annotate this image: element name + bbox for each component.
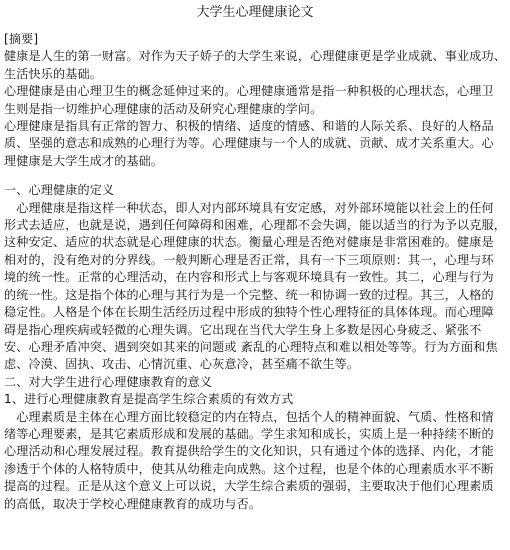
- body-line: 绪等心理要素，是其它素质形成和发展的基础。学生求知和成长，实质上是一种持续不断的: [4, 426, 494, 441]
- body-line: 的统一性。这是指个体的心理与其行为是一个完整、统一和协调一致的过程。其三，人格的: [4, 287, 494, 302]
- body-line: 稳定性。人格是个体在长期生活经历过程中形成的独特个性心理特征的具体体现。而心理障: [4, 305, 494, 320]
- body-line: 心理活动和心理发展过程。教育提供给学生的文化知识，只有通过个体的选择、内化，才能: [4, 444, 494, 459]
- paragraph-gap: [4, 170, 506, 182]
- abstract-line: 生则是指一切维护心理健康的活动及研究心理健康的学问。: [4, 101, 323, 116]
- abstract-heading: [摘要]: [4, 32, 39, 46]
- body-line: 安、心理矛盾冲突、遇到突如其来的问题或 紊乱的心理特点和难以相处等等。行为方面和焦: [4, 339, 498, 354]
- body-line: 心理素质是主体在心理方面比较稳定的内在特点，包括个人的精神面貌、气质、性格和情: [4, 409, 494, 424]
- body-line: 碍是指心理疾病或轻微的心理失调。它出现在当代大学生身上多数是因心身疲乏、紧张不: [4, 322, 482, 337]
- abstract-line: 生活快乐的基础。: [4, 66, 102, 81]
- body-line: 提高的过程。正是从这个意义上可以说，大学生综合素质的强弱，主要取决于他们心理素质: [4, 479, 494, 494]
- subsection-heading: 1、进行心理健康教育是提高学生综合素质的有效方式: [4, 392, 294, 407]
- body-line: 虑、冷漠、固执、攻击、心情沉重、心灰意冷，甚至痛不欲生等。: [4, 357, 360, 372]
- abstract-line: 理健康是大学生成才的基础。: [4, 153, 164, 168]
- body-line: 境的统一性。正常的心理活动，在内容和形式上与客观环境具有一致性。其二，心理与行为: [4, 270, 494, 285]
- body-line: 心理健康是指这样一种状态，即人对内部环境具有安定感，对外部环境能以社会上的任何: [4, 200, 494, 215]
- abstract-line: 心理健康是指具有正常的智力、积极的情绪、适度的情感、和谐的人际关系、良好的人格品: [4, 119, 494, 134]
- body-line: 的高低，取决于学校心理健康教育的成功与否。: [4, 496, 262, 511]
- section-heading: 一、心理健康的定义: [4, 183, 115, 198]
- body-line: 形式去适应，也就是说，遇到任何障碍和困难，心理都不会失调，能以适当的行为予以克服，: [4, 218, 506, 233]
- body-line: 这种安定、适应的状态就是心理健康的状态。衡量心理是否绝对健康是非常困难的。健康是: [4, 235, 494, 250]
- body-line: 相对的，没有绝对的分界线。一般判断心理是否正常，具有一下三项原则：其一，心理与环: [4, 252, 494, 267]
- abstract-line: 心理健康是由心理卫生的概念延伸过来的。心理健康通常是指一种积极的心理状态，心理卫: [4, 84, 494, 99]
- section-heading: 二、对大学生进行心理健康教育的意义: [4, 374, 213, 389]
- abstract-line: 健康是人生的第一财富。对作为天子娇子的大学生来说，心理健康更是学业成就、事业成功、: [4, 49, 506, 64]
- body-line: 渗透于个体的人格特质中，使其从幼稚走向成熟。这个过程，也是个体的心理素质水平不断: [4, 461, 494, 476]
- document-title: 大学生心理健康论文: [196, 5, 314, 20]
- abstract-line: 质、坚强的意志和成熟的心理行为等。心理健康与一个人的成就、贡献、成才关系重大。心: [4, 136, 494, 151]
